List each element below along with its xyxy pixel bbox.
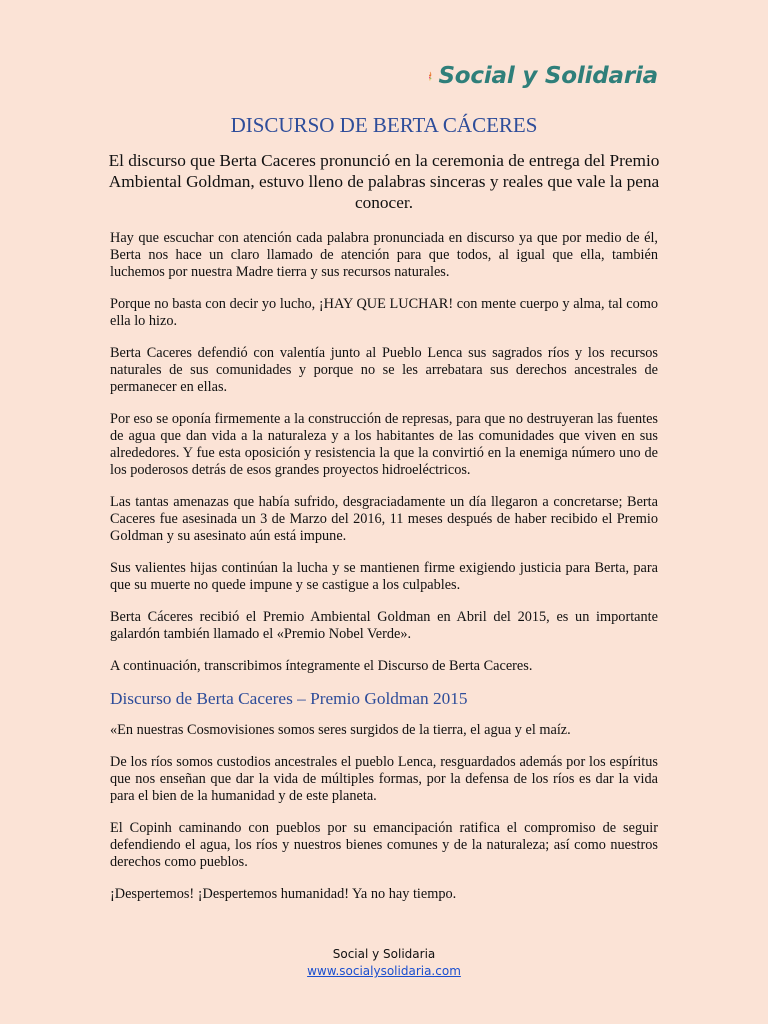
brand-logo xyxy=(428,48,658,104)
article-paragraph: Hay que escuchar con atención cada palabra pronunciada en discurso ya que por medio de él, Berta nos hace un claro llamado de atención para que todos, al igual que ella, también luchemos por nuestra Madre tierra y sus recursos naturales. xyxy=(110,230,658,280)
page-title: DISCURSO DE BERTA CÁCERES xyxy=(230,113,538,137)
article-paragraph: Berta Caceres defendió con valentía junto al Pueblo Lenca sus sagrados ríos y los recursos naturales de sus comunidades y porque no se les arrebatara sus derechos ancestrales de permanecer en ellas. xyxy=(110,345,658,395)
speech-paragraph: De los ríos somos custodios ancestrales el pueblo Lenca, resguardados además por los espíritus que nos enseñan que dar la vida de múltiples formas, por la defensa de los ríos es dar la vida para el bien de la humanidad y de este planeta. xyxy=(110,754,658,804)
speech-paragraph: «En nuestras Cosmovisiones somos seres surgidos de la tierra, el agua y el maíz. xyxy=(110,722,571,738)
speech-subtitle: Discurso de Berta Caceres – Premio Goldman 2015 xyxy=(110,689,468,708)
speech-paragraph: El Copinh caminando con pueblos por su emancipación ratifica el compromiso de seguir defendiendo el agua, los ríos y nuestros bienes comunes y de la naturaleza; así como nuestros derechos como pueblos. xyxy=(110,820,658,870)
logo-text: Social y Solidaria xyxy=(438,63,658,89)
intro-paragraph: El discurso que Berta Caceres pronunció en la ceremonia de entrega del Premio Ambiental Goldman, estuvo lleno de palabras sinceras y reales que vale la pena conocer. xyxy=(108,151,660,212)
article-paragraph: Porque no basta con decir yo lucho, ¡HAY QUE LUCHAR! con mente cuerpo y alma, tal como ella lo hizo. xyxy=(110,296,658,329)
page-footer xyxy=(0,946,768,980)
article-paragraph: Las tantas amenazas que había sufrido, desgraciadamente un día llegaron a concretarse; Berta Caceres fue asesinada un 3 de Marzo del 2016, 11 meses después de haber recibido el Premio Goldman y su asesinato aún está impune. xyxy=(110,494,658,544)
article-paragraph: Por eso se oponía firmemente a la construcción de represas, para que no destruyeran las fuentes de agua que dan vida a la naturaleza y a los habitantes de las comunidades que viven en sus alrededores. Y fue esta oposición y resistencia la que la convirtió en la enemiga número uno de los poderosos detrás de esos grandes proyectos hidroeléctricos. xyxy=(110,411,658,478)
article-paragraph: Berta Cáceres recibió el Premio Ambiental Goldman en Abril del 2015, es un importante galardón también llamado el «Premio Nobel Verde». xyxy=(110,609,658,642)
article-paragraph: A continuación, transcribimos íntegramente el Discurso de Berta Caceres. xyxy=(110,658,533,674)
footer-website-link[interactable]: www.socialysolidaria.com xyxy=(307,964,461,978)
footer-name: Social y Solidaria xyxy=(332,947,436,961)
speech-paragraph: ¡Despertemos! ¡Despertemos humanidad! Ya no hay tiempo. xyxy=(110,886,457,902)
flame-leaf-logo-icon xyxy=(428,48,432,104)
article-body xyxy=(110,230,658,918)
article-paragraph: Sus valientes hijas continúan la lucha y se mantienen firme exigiendo justicia para Berta, para que su muerte no quede impune y se castigue a los culpables. xyxy=(110,560,658,593)
